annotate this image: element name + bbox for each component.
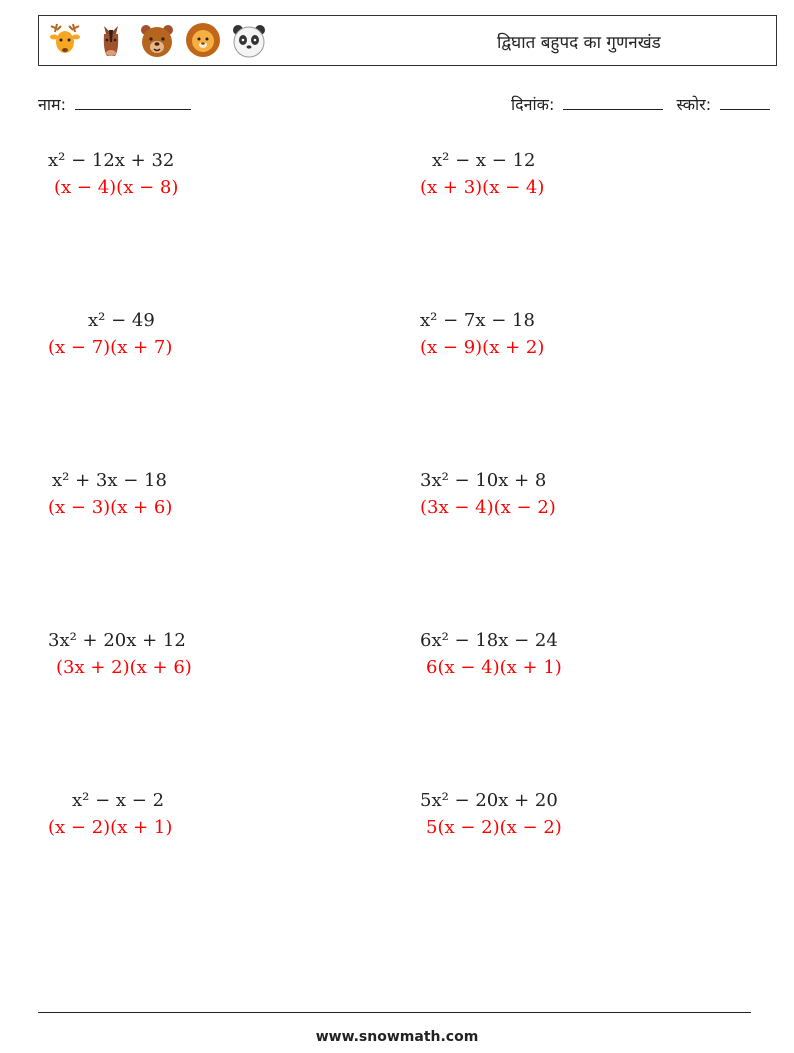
problem-2 [420,150,544,198]
score-label: स्कोर: [676,95,712,114]
problem-question: 3x² + 20x + 12 [48,630,186,651]
footer-site[interactable]: www.snowmath.com [315,1029,479,1045]
problem-8 [420,630,562,678]
name-label: नाम: [38,95,66,114]
problem-5 [48,470,172,518]
lion-icon [183,20,223,60]
footer-divider [38,1012,751,1013]
score-blank[interactable] [720,95,770,110]
problem-answer: (3x − 4)(x − 2) [420,497,556,518]
problem-7 [48,630,192,678]
problem-question: 5x² − 20x + 20 [420,790,558,811]
problem-3 [48,310,172,358]
problem-question: x² − 12x + 32 [48,150,175,171]
panda-icon [229,20,269,60]
date-score-field [511,93,770,115]
problem-question: 3x² − 10x + 8 [420,470,547,491]
problem-question: 6x² − 18x − 24 [420,630,558,651]
date-blank[interactable] [563,95,663,110]
deer-icon [45,20,85,60]
problem-question: x² − x − 12 [432,150,536,171]
name-field [38,93,191,115]
problem-question: x² − 7x − 18 [420,310,535,331]
horse-icon [91,20,131,60]
name-blank[interactable] [75,95,191,110]
problem-9 [48,790,172,838]
bear-icon [137,20,177,60]
problem-question: x² + 3x − 18 [52,470,167,491]
problem-question: x² − x − 2 [72,790,165,811]
problem-answer: (3x + 2)(x + 6) [56,657,192,678]
problem-answer: 5(x − 2)(x − 2) [426,817,562,838]
problem-answer: (x − 4)(x − 8) [54,177,179,198]
problem-answer: (x − 7)(x + 7) [48,337,173,358]
date-label: दिनांक: [511,95,555,114]
animal-icons [45,20,269,60]
problem-question: x² − 49 [88,310,155,331]
problem-answer: (x − 9)(x + 2) [420,337,545,358]
worksheet-title: द्विघात बहुपद का गुणनखंड [497,33,661,53]
problem-answer: (x − 3)(x + 6) [48,497,173,518]
problem-10 [420,790,562,838]
problem-6 [420,470,556,518]
worksheet-header [38,15,777,66]
problem-answer: 6(x − 4)(x + 1) [426,657,562,678]
problem-answer: (x + 3)(x − 4) [420,177,545,198]
problem-answer: (x − 2)(x + 1) [48,817,173,838]
problem-1 [48,150,178,198]
problem-4 [420,310,544,358]
